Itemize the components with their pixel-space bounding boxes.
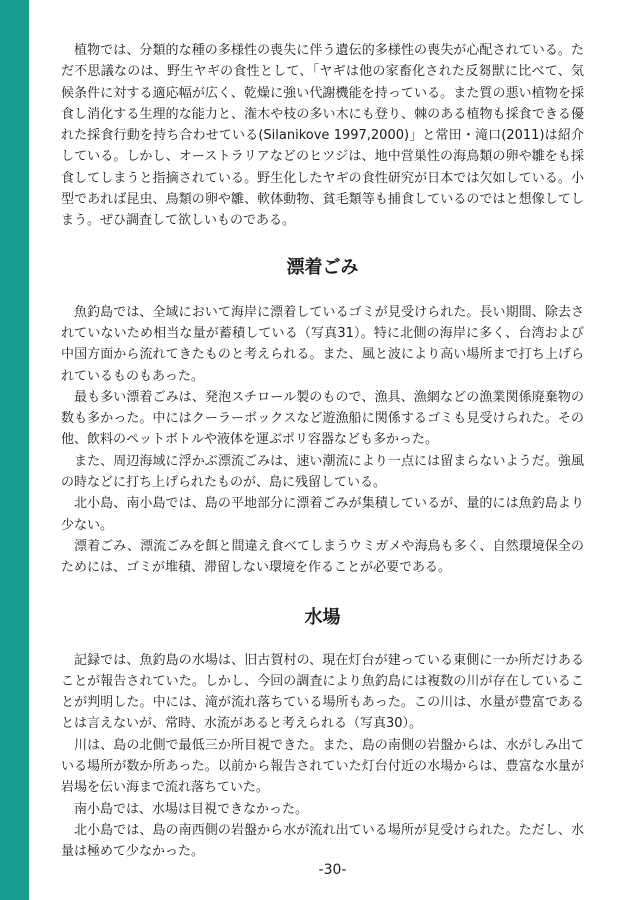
section-heading-water-source: 水場	[304, 606, 341, 628]
water-paragraph: 北小島では、島の南西側の岩盤から水が流れ出ている場所が見受けられた。ただし、水量は極めて少なかった。	[61, 822, 584, 860]
page-number: -30-	[318, 862, 347, 878]
drift-paragraph: 北小島、南小島では、島の平地部分に漂着ごみが集積しているが、量的には魚釣島より少ない。	[61, 496, 584, 533]
drift-paragraph: また、周辺海域に浮かぶ漂流ごみは、速い潮流により一点には留まらないようだ。強風の時などに打ち上げられたものが、島に残留している。	[61, 453, 584, 491]
drift-paragraph: 漂着ごみ、漂流ごみを餌と間違え食べてしまうウミガメや海鳥も多く、自然環境保全のためには、ゴミが堆積、滞留しない環境を作ることが必要である。	[61, 538, 584, 576]
water-paragraph: 川は、島の北側で最低三か所目視できた。また、島の南側の岩盤からは、水がしみ出ている場所が数か所あった。以前から報告されていた灯台付近の水場からは、豊富な水量が岩場を伝い海まで流れ落ちていた。	[61, 737, 584, 796]
drift-paragraph: 魚釣島では、全域において海岸に漂着しているゴミが見受けられた。長い期間、除去されていないため相当な量が蓄積している（写真31）。特に北側の海岸に多く、台湾および中国方面から流れてきたものと考えられる。また、風と波により高い場所まで打ち上げられているものもあった。	[61, 304, 584, 384]
page-content	[61, 40, 584, 863]
side-color-bar	[0, 0, 29, 900]
water-paragraph: 記録では、魚釣島の水場は、旧古賀村の、現在灯台が建っている東側に一か所だけあることが報告されていた。しかし、今回の調査により魚釣島には複数の川が存在していることが判明した。中には、滝が流れ落ちている場所もあった。この川は、水量が豊富であるとは言えないが、常時、水流があると考えられる（写真30）。	[61, 652, 584, 732]
section-heading-drift-litter: 漂着ごみ	[286, 256, 359, 278]
intro-paragraph: 植物では、分類的な種の多様性の喪失に伴う遺伝的多様性の喪失が心配されている。ただ不思議なのは、野生ヤギの食性として、「ヤギは他の家畜化された反芻獣に比べて、気候条件に対する適応幅が広く、乾燥に強い代謝機能を持っている。また質の悪い植物を採食し消化する生理的な能力と、潅木や枝の多い木にも登り、棘のある植物も採食できる優れた採食行動を持ち合わせている(Silanikove 1997,2000)」と常田・滝口(2011)は紹介している。しかし、オーストラリアなどのヒツジは、地中営巣性の海鳥類の卵や雛をも採食してしまうと指摘されている。野生化したヤギの食性研究が日本では欠如している。小型であれば昆虫、鳥類の卵や雛、軟体動物、貧毛類等も捕食しているのではと想像してしまう。ぜひ調査して欲しいものである。	[61, 43, 584, 229]
drift-paragraph: 最も多い漂着ごみは、発泡スチロール製のもので、漁具、漁網などの漁業関係廃棄物の数も多かった。中にはクーラーボックスなど遊漁船に関係するゴミも見受けられた。その他、飲料のペットボトルや液体を運ぶポリ容器なども多かった。	[61, 389, 584, 448]
water-paragraph: 南小島では、水場は目視できなかった。	[74, 801, 309, 817]
